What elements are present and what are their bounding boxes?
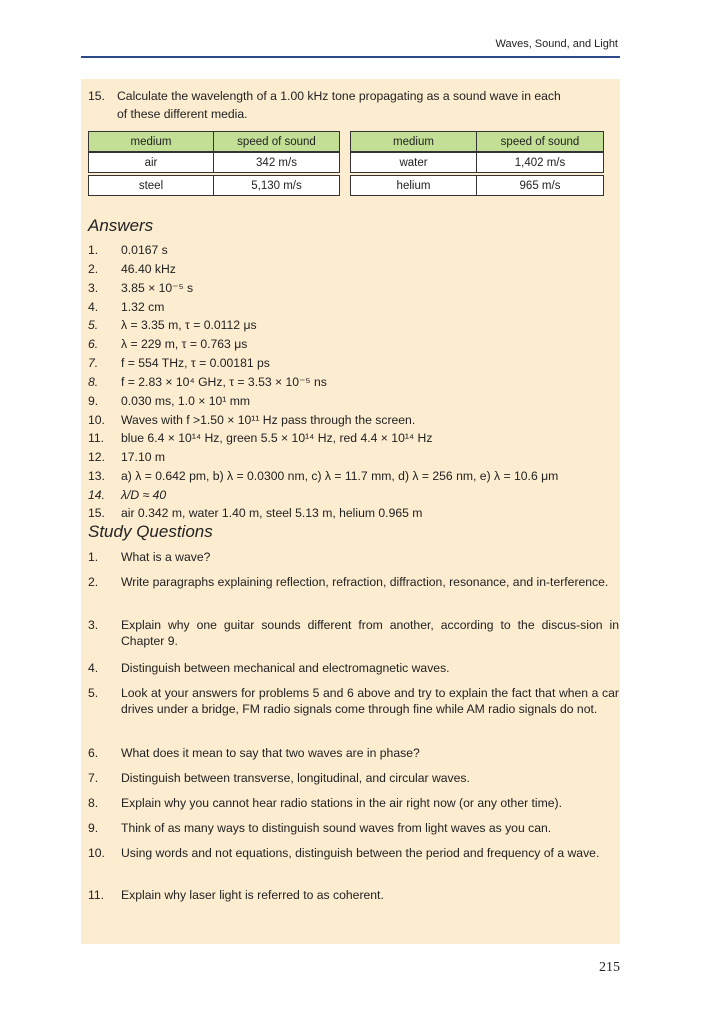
question-text: Look at your answers for problems 5 and 6 above and try to explain the fact that when a car drives under a bridge, FM radio signals come through fine while AM radio signals do not. [121, 686, 619, 716]
answers-heading: Answers [88, 216, 154, 235]
table-header-cell: medium [350, 131, 477, 152]
problem-number: 15. [88, 89, 105, 103]
question-number: 2. [88, 575, 99, 589]
table-cell: steel [88, 175, 214, 196]
answer-number: 11. [88, 431, 105, 445]
page-number: 215 [599, 960, 620, 975]
table-header-cell: medium [88, 131, 214, 152]
table-cell: 965 m/s [476, 175, 604, 196]
answer-number: 7. [88, 356, 99, 370]
answer-text: Waves with f >1.50 × 10¹¹ Hz pass through the screen. [121, 413, 416, 427]
answer-number: 10. [88, 413, 105, 427]
answer-number: 6. [88, 337, 99, 351]
question-number: 11. [88, 888, 105, 902]
question-text: What does it mean to say that two waves are in phase? [121, 746, 420, 760]
answer-text: 0.030 ms, 1.0 × 10¹ mm [121, 394, 251, 408]
question-text: Explain why laser light is referred to as coherent. [121, 888, 384, 902]
question-text: Explain why one guitar sounds different from another, according to the discus-sion in Chapter 9. [121, 618, 619, 648]
answer-number: 9. [88, 394, 99, 408]
running-header: Waves, Sound, and Light [495, 38, 618, 50]
answer-number: 12. [88, 450, 105, 464]
answer-number: 15. [88, 506, 105, 520]
table-cell: air [88, 152, 214, 173]
problem-line-1: Calculate the wavelength of a 1.00 kHz tone propagating as a sound wave in each [117, 89, 561, 103]
answer-number: 13. [88, 469, 105, 483]
question-number: 8. [88, 796, 99, 810]
table-cell: 5,130 m/s [213, 175, 340, 196]
answer-text: a) λ = 0.642 pm, b) λ = 0.0300 nm, c) λ = 11.7 mm, d) λ = 256 nm, e) λ = 10.6 μm [121, 469, 559, 483]
answer-number: 1. [88, 243, 99, 257]
header-rule [81, 56, 620, 58]
question-number: 6. [88, 746, 99, 760]
question-text: What is a wave? [121, 550, 211, 564]
answer-text: λ = 229 m, τ = 0.763 μs [121, 337, 248, 351]
answer-number: 2. [88, 262, 99, 276]
answer-text: f = 2.83 × 10⁴ GHz, τ = 3.53 × 10⁻⁵ ns [121, 375, 327, 389]
answer-text: 46.40 kHz [121, 262, 176, 276]
question-number: 10. [88, 846, 105, 860]
speed-of-sound-table [88, 131, 604, 197]
answer-number: 5. [88, 318, 99, 332]
answer-text: f = 554 THz, τ = 0.00181 ps [121, 356, 270, 370]
question-text: Distinguish between mechanical and electromagnetic waves. [121, 661, 450, 675]
answer-number: 4. [88, 300, 99, 314]
question-number: 3. [88, 618, 99, 632]
answer-text: 0.0167 s [121, 243, 168, 257]
question-number: 5. [88, 686, 99, 700]
answer-number: 14. [88, 488, 105, 502]
table-cell: 1,402 m/s [476, 152, 604, 173]
question-text: Think of as many ways to distinguish sound waves from light waves as you can. [121, 821, 552, 835]
table-header-cell: speed of sound [213, 131, 340, 152]
answer-number: 8. [88, 375, 99, 389]
question-text: Using words and not equations, distinguish between the period and frequency of a wave. [121, 846, 600, 860]
question-number: 9. [88, 821, 99, 835]
answer-text: 17.10 m [121, 450, 166, 464]
answer-number: 3. [88, 281, 99, 295]
question-text: Write paragraphs explaining reflection, refraction, diffraction, resonance, and in-terference. [121, 575, 609, 589]
question-number: 1. [88, 550, 99, 564]
question-text: Distinguish between transverse, longitudinal, and circular waves. [121, 771, 470, 785]
answer-text: 1.32 cm [121, 300, 165, 314]
table-cell: helium [350, 175, 477, 196]
table-cell: 342 m/s [213, 152, 340, 173]
table-header-cell: speed of sound [476, 131, 604, 152]
study-questions-heading: Study Questions [88, 522, 213, 541]
answer-text: air 0.342 m, water 1.40 m, steel 5.13 m, helium 0.965 m [121, 506, 423, 520]
question-text: Explain why you cannot hear radio stations in the air right now (or any other time). [121, 796, 563, 810]
answer-text: λ = 3.35 m, τ = 0.0112 μs [121, 318, 257, 332]
question-number: 4. [88, 661, 99, 675]
problem-line-2: of these different media. [117, 107, 248, 121]
answer-text: blue 6.4 × 10¹⁴ Hz, green 5.5 × 10¹⁴ Hz, red 4.4 × 10¹⁴ Hz [121, 431, 433, 445]
answer-text: 3.85 × 10⁻⁵ s [121, 281, 194, 295]
table-cell: water [350, 152, 477, 173]
answer-text: λ/D ≈ 40 [121, 488, 167, 502]
question-number: 7. [88, 771, 99, 785]
